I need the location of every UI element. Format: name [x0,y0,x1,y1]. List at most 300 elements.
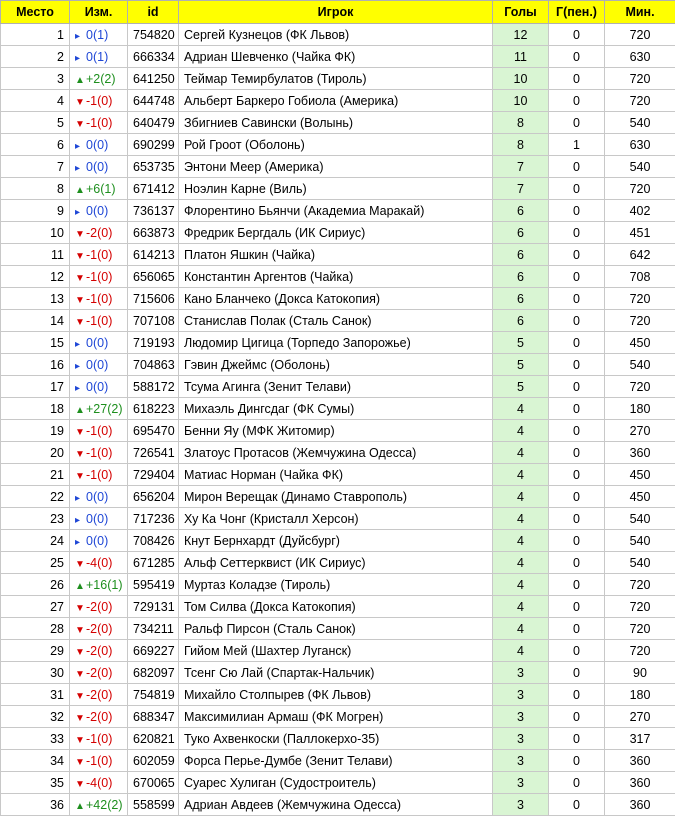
penalty-goals-cell: 0 [549,310,605,332]
id-cell: 653735 [128,156,179,178]
penalty-goals-cell: 0 [549,420,605,442]
player-cell[interactable]: Кано Бланчеко (Докса Катокопия) [179,288,493,310]
penalty-goals-cell: 0 [549,90,605,112]
header-row [1,1,675,24]
minutes-cell: 540 [605,112,675,134]
change-cell [70,244,128,266]
triangle-down-icon: ▼ [75,294,85,306]
triangle-down-icon: ▼ [75,228,85,240]
id-cell: 690299 [128,134,179,156]
rank-cell: 18 [1,398,70,420]
id-cell: 682097 [128,662,179,684]
goals-cell: 5 [493,332,549,354]
player-cell[interactable]: Альф Сеттерквист (ИК Сириус) [179,552,493,574]
triangle-up-icon: ▲ [75,580,85,592]
change-value: -4(0) [86,775,113,790]
triangle-down-icon: ▼ [75,96,85,108]
penalty-goals-cell: 0 [549,596,605,618]
player-cell[interactable]: Суарес Хулиган (Судостроитель) [179,772,493,794]
table-row[interactable] [1,794,675,816]
table-row[interactable] [1,662,675,684]
goals-cell: 4 [493,552,549,574]
arrow-right-icon: ▸ [75,140,81,152]
triangle-down-icon: ▼ [75,756,85,768]
penalty-goals-cell: 0 [549,200,605,222]
table-row[interactable] [1,288,675,310]
triangle-up-icon: ▲ [75,800,85,812]
goals-cell: 4 [493,464,549,486]
id-cell: 704863 [128,354,179,376]
table-row[interactable] [1,244,675,266]
table-row[interactable] [1,596,675,618]
change-cell [70,134,128,156]
table-row[interactable] [1,376,675,398]
id-cell: 669227 [128,640,179,662]
id-cell: 736137 [128,200,179,222]
player-cell[interactable]: Фредрик Бергдаль (ИК Сириус) [179,222,493,244]
player-cell[interactable]: Ху Ка Чонг (Кристалл Херсон) [179,508,493,530]
penalty-goals-cell: 0 [549,574,605,596]
player-cell[interactable]: Михайло Столпырев (ФК Львов) [179,684,493,706]
header-penalty-goals[interactable]: Г(пен.) [549,1,605,24]
change-value: 0(0) [86,511,109,526]
goals-cell: 8 [493,112,549,134]
table-row[interactable] [1,508,675,530]
goals-cell: 6 [493,200,549,222]
minutes-cell: 720 [605,640,675,662]
rank-cell: 17 [1,376,70,398]
change-value: -1(0) [86,423,113,438]
triangle-down-icon: ▼ [75,734,85,746]
player-cell[interactable]: Альберт Баркеро Гобиола (Америка) [179,90,493,112]
change-value: -1(0) [86,753,113,768]
change-cell [70,24,128,46]
player-cell[interactable]: Тсума Агинга (Зенит Телави) [179,376,493,398]
penalty-goals-cell: 0 [549,68,605,90]
change-cell [70,46,128,68]
table-row[interactable] [1,222,675,244]
header-rank[interactable]: Место [1,1,70,24]
change-value: -1(0) [86,269,113,284]
player-cell[interactable]: Константин Аргентов (Чайка) [179,266,493,288]
change-cell [70,332,128,354]
rank-cell: 9 [1,200,70,222]
id-cell: 715606 [128,288,179,310]
header-player[interactable]: Игрок [179,1,493,24]
table-row[interactable] [1,354,675,376]
table-body [1,24,675,816]
goals-cell: 6 [493,288,549,310]
change-value: -1(0) [86,93,113,108]
change-cell [70,288,128,310]
id-cell: 717236 [128,508,179,530]
table-row[interactable] [1,442,675,464]
player-cell[interactable]: Златоус Протасов (Жемчужина Одесса) [179,442,493,464]
penalty-goals-cell: 0 [549,244,605,266]
id-cell: 595419 [128,574,179,596]
triangle-up-icon: ▲ [75,74,85,86]
change-cell [70,68,128,90]
triangle-down-icon: ▼ [75,712,85,724]
table-row[interactable] [1,464,675,486]
change-cell [70,200,128,222]
table-row[interactable] [1,90,675,112]
minutes-cell: 450 [605,464,675,486]
player-cell[interactable]: Максимилиан Армаш (ФК Могрен) [179,706,493,728]
player-cell[interactable]: Адриан Шевченко (Чайка ФК) [179,46,493,68]
id-cell: 671412 [128,178,179,200]
player-cell[interactable]: Людомир Цигица (Торпедо Запорожье) [179,332,493,354]
goals-cell: 11 [493,46,549,68]
change-value: 0(1) [86,27,109,42]
minutes-cell: 720 [605,90,675,112]
penalty-goals-cell: 0 [549,112,605,134]
goals-cell: 6 [493,266,549,288]
rank-cell: 2 [1,46,70,68]
player-cell[interactable]: Матиас Норман (Чайка ФК) [179,464,493,486]
change-cell [70,376,128,398]
change-cell [70,750,128,772]
change-value: 0(0) [86,533,109,548]
minutes-cell: 540 [605,156,675,178]
header-change[interactable]: Изм. [70,1,128,24]
rank-cell: 13 [1,288,70,310]
change-cell [70,156,128,178]
rank-cell: 26 [1,574,70,596]
penalty-goals-cell: 0 [549,464,605,486]
minutes-cell: 540 [605,552,675,574]
minutes-cell: 720 [605,24,675,46]
player-cell[interactable]: Гэвин Джеймс (Оболонь) [179,354,493,376]
table-row[interactable] [1,552,675,574]
header-id[interactable]: id [128,1,179,24]
minutes-cell: 720 [605,288,675,310]
minutes-cell: 540 [605,530,675,552]
change-cell [70,772,128,794]
id-cell: 620821 [128,728,179,750]
table-row[interactable] [1,618,675,640]
triangle-down-icon: ▼ [75,558,85,570]
goals-cell: 5 [493,354,549,376]
change-cell [70,486,128,508]
rank-cell: 19 [1,420,70,442]
table-row[interactable] [1,134,675,156]
table-row[interactable] [1,684,675,706]
triangle-down-icon: ▼ [75,250,85,262]
change-value: -2(0) [86,225,113,240]
rank-cell: 1 [1,24,70,46]
change-value: +42(2) [86,797,123,812]
change-value: -2(0) [86,665,113,680]
id-cell: 558599 [128,794,179,816]
change-cell [70,398,128,420]
change-value: 0(0) [86,203,109,218]
player-cell[interactable]: Платон Яшкин (Чайка) [179,244,493,266]
change-cell [70,442,128,464]
goals-cell: 3 [493,750,549,772]
goals-cell: 4 [493,574,549,596]
penalty-goals-cell: 0 [549,530,605,552]
minutes-cell: 720 [605,310,675,332]
id-cell: 729404 [128,464,179,486]
player-cell[interactable]: Флорентино Бьянчи (Академиа Маракай) [179,200,493,222]
goals-cell: 4 [493,508,549,530]
player-cell[interactable]: Тсенг Сю Лай (Спартак-Нальчик) [179,662,493,684]
goals-cell: 3 [493,794,549,816]
rank-cell: 36 [1,794,70,816]
player-cell[interactable]: Кнут Бернхардт (Дуйсбург) [179,530,493,552]
triangle-down-icon: ▼ [75,426,85,438]
table-row[interactable] [1,420,675,442]
change-cell [70,530,128,552]
arrow-right-icon: ▸ [75,52,81,64]
player-cell[interactable]: Михаэль Дингсдаг (ФК Сумы) [179,398,493,420]
arrow-right-icon: ▸ [75,338,81,350]
rank-cell: 7 [1,156,70,178]
rank-cell: 15 [1,332,70,354]
table-row[interactable] [1,112,675,134]
penalty-goals-cell: 0 [549,750,605,772]
minutes-cell: 317 [605,728,675,750]
change-cell [70,794,128,816]
change-value: -2(0) [86,643,113,658]
id-cell: 671285 [128,552,179,574]
id-cell: 707108 [128,310,179,332]
goals-cell: 4 [493,640,549,662]
player-cell[interactable]: Станислав Полак (Сталь Санок) [179,310,493,332]
change-cell [70,706,128,728]
player-cell[interactable]: Том Силва (Докса Катокопия) [179,596,493,618]
penalty-goals-cell: 0 [549,486,605,508]
goals-cell: 7 [493,178,549,200]
change-value: 0(0) [86,489,109,504]
minutes-cell: 180 [605,684,675,706]
goals-cell: 10 [493,68,549,90]
rank-cell: 29 [1,640,70,662]
rank-cell: 32 [1,706,70,728]
change-value: -1(0) [86,467,113,482]
player-cell[interactable]: Адриан Авдеев (Жемчужина Одесса) [179,794,493,816]
id-cell: 666334 [128,46,179,68]
minutes-cell: 270 [605,706,675,728]
change-cell [70,618,128,640]
table-row[interactable] [1,46,675,68]
change-value: -1(0) [86,445,113,460]
table-row[interactable] [1,332,675,354]
goals-cell: 7 [493,156,549,178]
goals-cell: 3 [493,772,549,794]
change-value: -2(0) [86,709,113,724]
id-cell: 754820 [128,24,179,46]
table-row[interactable] [1,706,675,728]
player-cell[interactable]: Муртаз Коладзе (Тироль) [179,574,493,596]
goals-cell: 6 [493,222,549,244]
rank-cell: 8 [1,178,70,200]
penalty-goals-cell: 0 [549,684,605,706]
penalty-goals-cell: 0 [549,24,605,46]
table-row[interactable] [1,156,675,178]
change-value: +16(1) [86,577,123,592]
rank-cell: 16 [1,354,70,376]
id-cell: 641250 [128,68,179,90]
rank-cell: 21 [1,464,70,486]
minutes-cell: 360 [605,794,675,816]
minutes-cell: 450 [605,332,675,354]
penalty-goals-cell: 0 [549,398,605,420]
change-cell [70,684,128,706]
change-value: 0(0) [86,379,109,394]
minutes-cell: 720 [605,618,675,640]
player-cell[interactable]: Туко Ахвенкоски (Паллокерхо-35) [179,728,493,750]
minutes-cell: 642 [605,244,675,266]
penalty-goals-cell: 0 [549,772,605,794]
change-cell [70,662,128,684]
rank-cell: 20 [1,442,70,464]
rank-cell: 24 [1,530,70,552]
table-row[interactable] [1,640,675,662]
id-cell: 614213 [128,244,179,266]
goals-cell: 5 [493,376,549,398]
id-cell: 719193 [128,332,179,354]
change-value: -1(0) [86,115,113,130]
penalty-goals-cell: 0 [549,376,605,398]
change-cell [70,90,128,112]
goals-cell: 4 [493,486,549,508]
player-cell[interactable]: Энтони Меер (Америка) [179,156,493,178]
table-row[interactable] [1,750,675,772]
change-cell [70,596,128,618]
change-cell [70,508,128,530]
minutes-cell: 630 [605,134,675,156]
table-row[interactable] [1,24,675,46]
penalty-goals-cell: 0 [549,618,605,640]
penalty-goals-cell: 0 [549,332,605,354]
triangle-down-icon: ▼ [75,624,85,636]
rank-cell: 25 [1,552,70,574]
rank-cell: 6 [1,134,70,156]
triangle-down-icon: ▼ [75,448,85,460]
player-cell[interactable]: Рой Гроот (Оболонь) [179,134,493,156]
minutes-cell: 450 [605,486,675,508]
penalty-goals-cell: 0 [549,266,605,288]
player-cell[interactable]: Теймар Темирбулатов (Тироль) [179,68,493,90]
triangle-down-icon: ▼ [75,316,85,328]
triangle-up-icon: ▲ [75,404,85,416]
id-cell: 644748 [128,90,179,112]
change-value: 0(0) [86,159,109,174]
minutes-cell: 720 [605,574,675,596]
player-cell[interactable]: Мирон Верещак (Динамо Ставрополь) [179,486,493,508]
change-cell [70,310,128,332]
goals-cell: 8 [493,134,549,156]
minutes-cell: 402 [605,200,675,222]
triangle-down-icon: ▼ [75,690,85,702]
table-row[interactable] [1,178,675,200]
triangle-down-icon: ▼ [75,602,85,614]
change-value: +27(2) [86,401,123,416]
rank-cell: 23 [1,508,70,530]
goals-cell: 4 [493,618,549,640]
table-header [1,1,675,24]
change-cell [70,222,128,244]
table-row[interactable] [1,266,675,288]
change-cell [70,420,128,442]
id-cell: 640479 [128,112,179,134]
goals-cell: 3 [493,684,549,706]
penalty-goals-cell: 0 [549,728,605,750]
id-cell: 602059 [128,750,179,772]
change-cell [70,574,128,596]
minutes-cell: 720 [605,68,675,90]
change-value: -1(0) [86,731,113,746]
goals-cell: 12 [493,24,549,46]
change-cell [70,112,128,134]
triangle-down-icon: ▼ [75,646,85,658]
rank-cell: 31 [1,684,70,706]
player-cell[interactable]: Ноэлин Карне (Виль) [179,178,493,200]
penalty-goals-cell: 0 [549,354,605,376]
header-minutes[interactable]: Мин. [605,1,675,24]
change-value: -4(0) [86,555,113,570]
change-cell [70,728,128,750]
penalty-goals-cell: 0 [549,640,605,662]
minutes-cell: 360 [605,442,675,464]
arrow-right-icon: ▸ [75,162,81,174]
penalty-goals-cell: 0 [549,222,605,244]
change-cell [70,354,128,376]
player-cell[interactable]: Збигниев Савински (Волынь) [179,112,493,134]
goals-cell: 4 [493,530,549,552]
penalty-goals-cell: 0 [549,508,605,530]
id-cell: 726541 [128,442,179,464]
player-cell[interactable]: Форса Перье-Думбе (Зенит Телави) [179,750,493,772]
player-cell[interactable]: Сергей Кузнецов (ФК Львов) [179,24,493,46]
table-row[interactable] [1,398,675,420]
rank-cell: 12 [1,266,70,288]
change-cell [70,266,128,288]
minutes-cell: 180 [605,398,675,420]
penalty-goals-cell: 0 [549,706,605,728]
player-cell[interactable]: Гийом Мей (Шахтер Луганск) [179,640,493,662]
minutes-cell: 90 [605,662,675,684]
minutes-cell: 360 [605,772,675,794]
table-row[interactable] [1,200,675,222]
change-value: -2(0) [86,687,113,702]
table-row[interactable] [1,728,675,750]
minutes-cell: 630 [605,46,675,68]
rank-cell: 5 [1,112,70,134]
table-row[interactable] [1,574,675,596]
penalty-goals-cell: 1 [549,134,605,156]
player-cell[interactable]: Бенни Яу (МФК Житомир) [179,420,493,442]
player-cell[interactable]: Ральф Пирсон (Сталь Санок) [179,618,493,640]
penalty-goals-cell: 0 [549,46,605,68]
goals-cell: 4 [493,596,549,618]
id-cell: 729131 [128,596,179,618]
id-cell: 754819 [128,684,179,706]
change-value: -2(0) [86,621,113,636]
arrow-right-icon: ▸ [75,514,81,526]
table-row[interactable] [1,486,675,508]
table-row[interactable] [1,530,675,552]
rank-cell: 33 [1,728,70,750]
triangle-down-icon: ▼ [75,668,85,680]
header-goals[interactable]: Голы [493,1,549,24]
table-row[interactable] [1,68,675,90]
table-row[interactable] [1,772,675,794]
id-cell: 656065 [128,266,179,288]
table-row[interactable] [1,310,675,332]
